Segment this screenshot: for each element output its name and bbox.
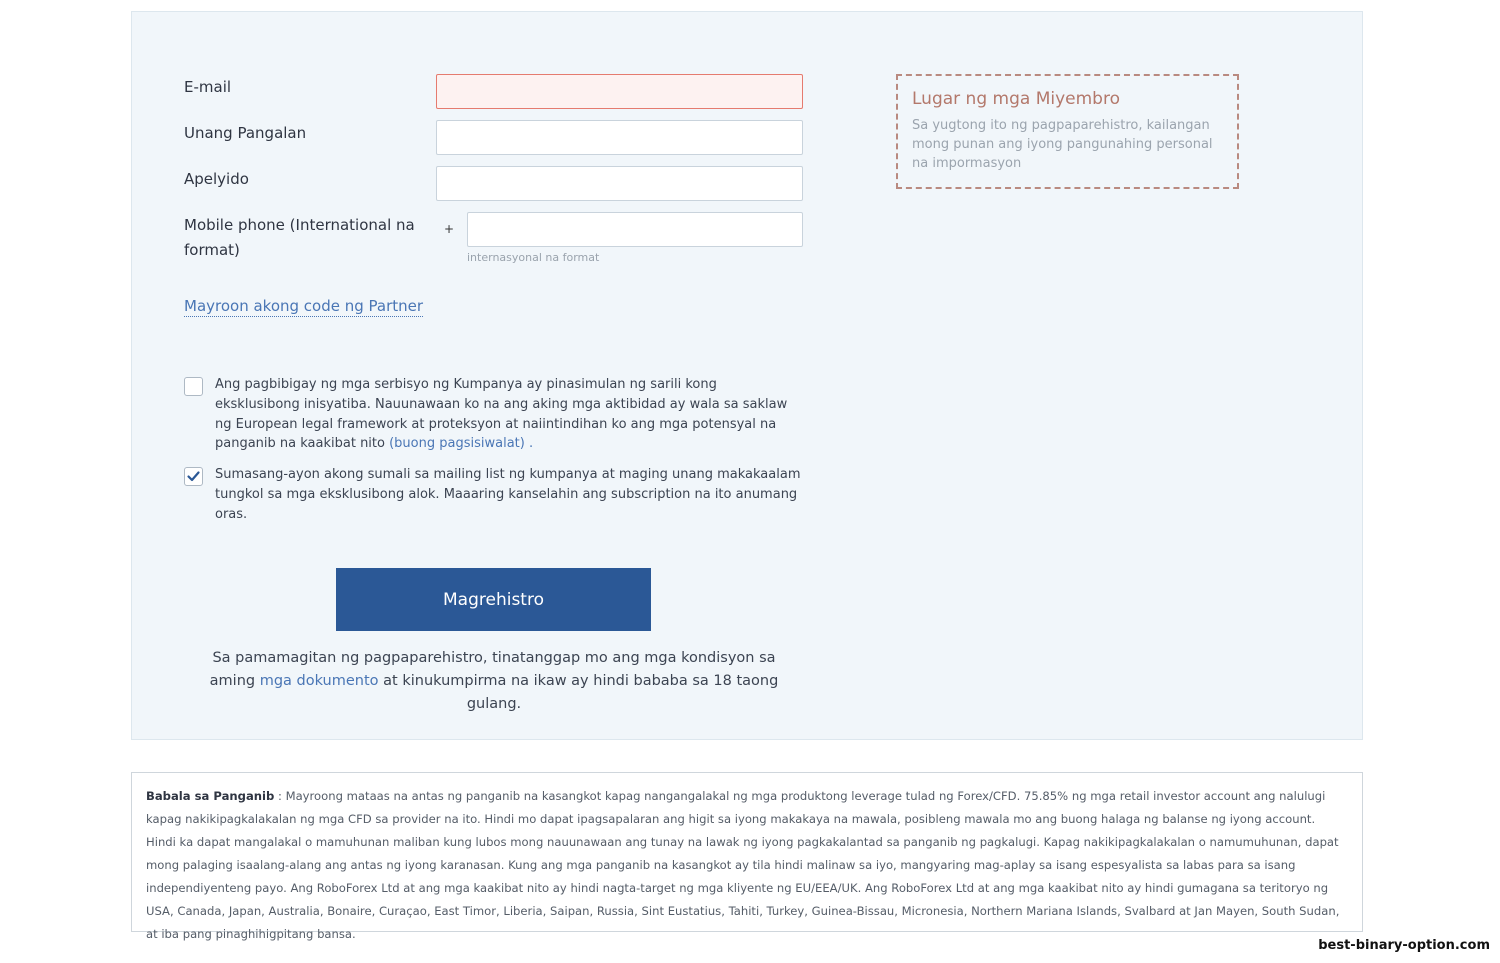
terms-text — [190, 647, 798, 716]
last-name-field[interactable] — [436, 166, 803, 201]
phone-hint: internasyonal na format — [467, 251, 600, 264]
disclosure-checkbox[interactable] — [184, 377, 203, 396]
terms-suffix: at kinukumpirma na ikaw ay hindi bababa sa 18 taong gulang. — [378, 673, 779, 712]
terms-prefix: Sa pamamagitan ng pagpaparehistro, tinatanggap mo ang mga kondisyon sa aming — [209, 650, 776, 689]
disclosure-text — [215, 375, 805, 454]
disclosure-body: Ang pagbibigay ng mga serbisyo ng Kumpanya ay pinasimulan ng sarili kong eksklusibong inisyatiba. Nauunawaan ko na ang aking mga aktibidad ay wala sa saklaw ng European legal framework at proteksyon at naiintindihan ko ang mga potensyal na panganib na kaakibat nito — [215, 377, 788, 452]
phone-prefix: + — [444, 222, 455, 236]
member-area-box — [896, 74, 1239, 189]
last-name-label: Apelyido — [184, 170, 249, 188]
phone-field[interactable] — [467, 212, 803, 247]
mailing-checkbox[interactable] — [184, 467, 203, 486]
disclosure-suffix: . — [524, 436, 534, 452]
documents-link[interactable]: mga dokumento — [259, 673, 379, 689]
full-disclosure-link[interactable]: (buong pagsisiwalat) — [389, 436, 525, 452]
first-name-field[interactable] — [436, 120, 803, 155]
risk-warning — [131, 772, 1363, 941]
check-icon — [186, 469, 201, 484]
risk-warning-label: Babala sa Panganib — [146, 789, 275, 803]
member-area-title: Lugar ng mga Miyembro — [912, 89, 1120, 109]
risk-warning-text: : Mayroong mataas na antas ng panganib na kasangkot kapag nangangalakal ng mga produktong leverage tulad ng Forex/CFD. 75.85% ng mga retail investor account ang nalulugi kapag nakikipagkalakalan ng mga CFD sa provider na ito. Hindi mo dapat ipagsapalaran ang higit sa iyong makakaya na mawala, posibleng mawala mo ang buong halaga ng balanse ng iyong account. Hindi ka dapat mangalakal o mamuhunan maliban kung lubos mong nauunawaan ang tunay na lawak ng iyong pagkakalantad sa panganib ng pagkalugi. Kapag nakikipagkalakalan o namumuhunan, dapat mong palaging isaalang-alang ang antas ng iyong karanasan. Kung ang mga panganib na kasangkot ay tila hindi malinaw sa iyo, mangyaring mag-aplay sa isang espesyalista sa labas para sa isang independiyenteng payo. Ang RoboForex Ltd at ang mga kaakibat nito ay hindi nagta-target ng mga kliyente ng EU/EEA/UK. Ang RoboForex Ltd at ang mga kaakibat nito ay hindi gumagana sa teritoryo ng USA, Canada, Japan, Australia, Bonaire, Curaçao, East Timor, Liberia, Saipan, Russia, Sint Eustatius, Tahiti, Turkey, Guinea-Bissau, Micronesia, Northern Mariana Islands, Svalbard at Jan Mayen, South Sudan, at iba pang pinaghihigpitang bansa. — [146, 789, 1340, 941]
first-name-label: Unang Pangalan — [184, 124, 307, 142]
email-label: E-mail — [184, 78, 232, 96]
register-button[interactable]: Magrehistro — [336, 568, 651, 631]
email-field[interactable] — [436, 74, 803, 109]
watermark: best-binary-option.com — [1318, 938, 1490, 953]
partner-code-link[interactable]: Mayroon akong code ng Partner — [184, 297, 424, 315]
mailing-text: Sumasang-ayon akong sumali sa mailing list ng kumpanya at maging unang makakaalam tungkol sa mga eksklusibong alok. Maaaring kanselahin ang subscription na ito anumang oras. — [215, 467, 801, 522]
member-area-description: Sa yugtong ito ng pagpaparehistro, kailangan mong punan ang iyong pangunahing personal na impormasyon — [912, 118, 1213, 171]
phone-label: Mobile phone (International na format) — [184, 216, 415, 259]
